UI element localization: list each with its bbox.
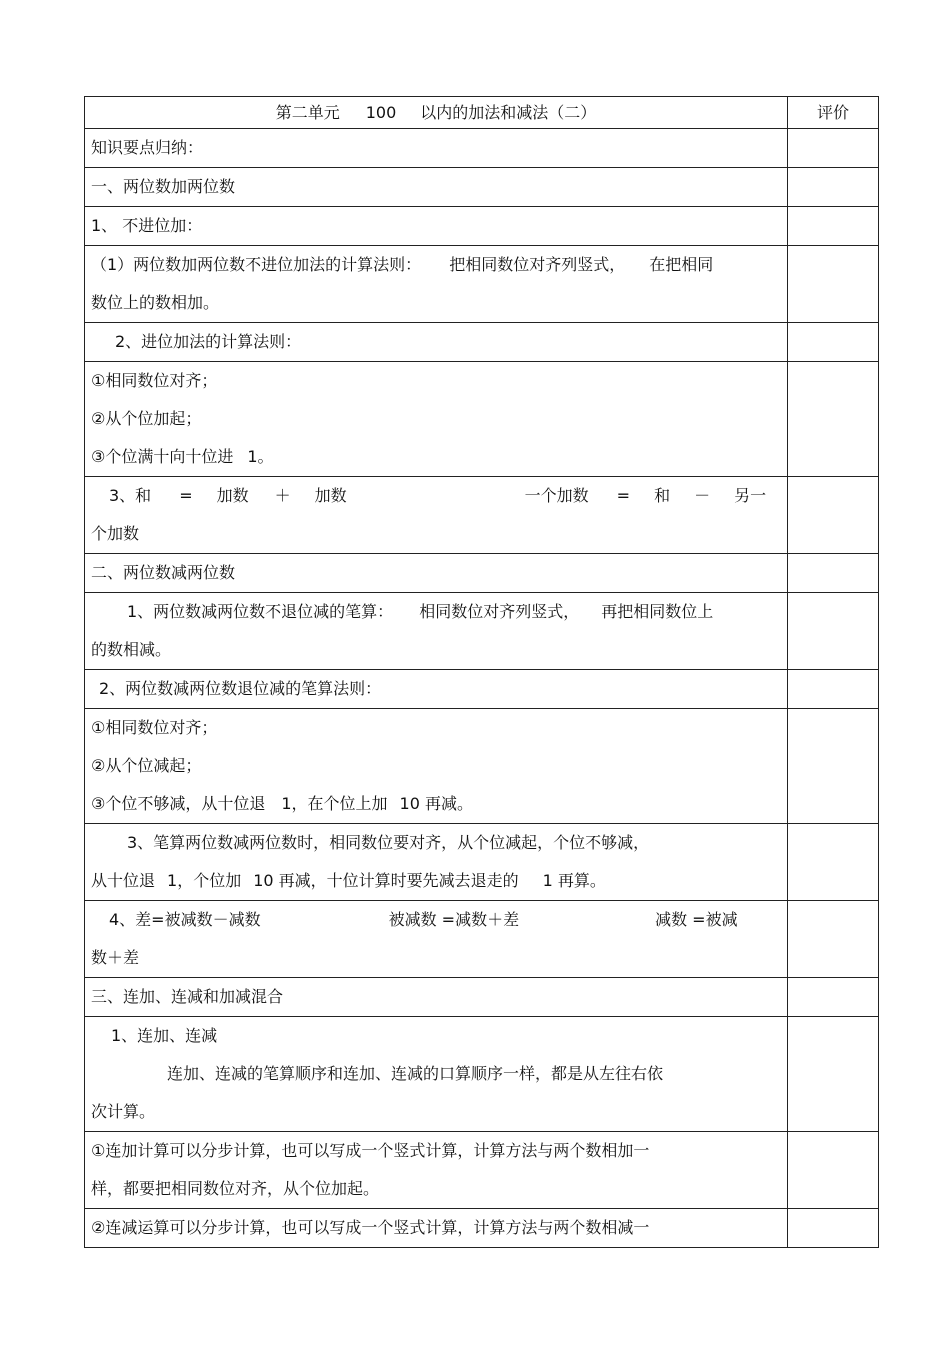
unit-title-part-1: 第二单元 bbox=[275, 103, 340, 122]
borrow-subtraction-steps bbox=[85, 709, 788, 824]
note-line-2-c: 10 再减，十位计算时要先减去退走的 bbox=[253, 871, 519, 890]
step-1: ①相同数位对齐； bbox=[91, 371, 218, 390]
sub-rule-text-1: 1、两位数减两位数不退位减的笔算： bbox=[127, 602, 394, 621]
formula-sum-2: 和 bbox=[654, 486, 671, 505]
formula-sum: 3、和 bbox=[109, 486, 152, 505]
rule-text-1: （1）两位数加两位数不进位加法的计算法则： bbox=[91, 255, 422, 274]
formula-equals-2: = bbox=[616, 486, 631, 505]
subtrahend-formula: 减数 =被减 bbox=[655, 910, 738, 929]
sub-step-3-b: 1，在个位上加 bbox=[281, 794, 388, 813]
sub-rule-text-2: 相同数位对齐列竖式， bbox=[419, 602, 580, 621]
table-row bbox=[85, 129, 879, 168]
no-borrow-subtraction-rule bbox=[85, 593, 788, 670]
formula-one-addend: 一个加数 bbox=[524, 486, 589, 505]
evaluation-cell[interactable] bbox=[788, 554, 879, 593]
table-row bbox=[85, 207, 879, 246]
borrow-subtraction-heading: 2、两位数减两位数退位减的笔算法则： bbox=[85, 670, 788, 709]
evaluation-cell[interactable] bbox=[788, 1209, 879, 1248]
note-line-2-d: 1 再算。 bbox=[542, 871, 606, 890]
evaluation-cell[interactable] bbox=[788, 477, 879, 554]
table-row bbox=[85, 978, 879, 1017]
rule-text-4: 数位上的数相加。 bbox=[91, 293, 220, 312]
knowledge-table-page bbox=[84, 96, 866, 1248]
formula-addend-2: 加数 bbox=[314, 486, 347, 505]
row-knowledge-summary: 知识要点归纳： bbox=[85, 129, 788, 168]
evaluation-cell[interactable] bbox=[788, 129, 879, 168]
evaluation-cell[interactable] bbox=[788, 670, 879, 709]
knowledge-table bbox=[84, 96, 879, 1248]
rule-text-2: 把相同数位对齐列竖式， bbox=[449, 255, 626, 274]
step-3-value: 1。 bbox=[247, 447, 274, 466]
table-row bbox=[85, 1209, 879, 1248]
unit-title-part-2: 以内的加法和减法（二） bbox=[420, 103, 597, 122]
unit-title bbox=[85, 97, 788, 129]
formula-minus: － bbox=[694, 486, 711, 505]
table-row bbox=[85, 824, 879, 901]
evaluation-cell[interactable] bbox=[788, 168, 879, 207]
difference-formula: 4、差=被减数－减数 bbox=[109, 910, 261, 929]
table-row bbox=[85, 323, 879, 362]
sub-step-3: ③个位不够减，从十位退 bbox=[91, 794, 266, 813]
carry-addition-steps bbox=[85, 362, 788, 477]
formula-addend-1: 加数 bbox=[216, 486, 249, 505]
no-carry-addition-rule bbox=[85, 246, 788, 323]
table-row bbox=[85, 670, 879, 709]
formula-other: 另一 bbox=[734, 486, 767, 505]
evaluation-cell[interactable] bbox=[788, 593, 879, 670]
sub-rule-text-3: 再把相同数位上 bbox=[601, 602, 714, 621]
evaluation-cell[interactable] bbox=[788, 207, 879, 246]
formula-equals: = bbox=[179, 486, 193, 505]
evaluation-header: 评价 bbox=[788, 97, 879, 129]
consecutive-rule-end: 次计算。 bbox=[91, 1102, 156, 1121]
step-2: ②从个位加起； bbox=[91, 409, 202, 428]
no-carry-addition-heading: 1、 不进位加： bbox=[85, 207, 788, 246]
rule-text-3: 在把相同 bbox=[649, 255, 714, 274]
table-row bbox=[85, 554, 879, 593]
section-two-heading: 二、两位数减两位数 bbox=[85, 554, 788, 593]
formula-plus: ＋ bbox=[274, 486, 291, 505]
note-line-2-a: 从十位退 bbox=[91, 871, 156, 890]
section-three-heading: 三、连加、连减和加减混合 bbox=[85, 978, 788, 1017]
table-row bbox=[85, 709, 879, 824]
sub-step-3-c: 10 再减。 bbox=[399, 794, 473, 813]
subtrahend-formula-end: 数＋差 bbox=[91, 948, 140, 967]
sub-step-2: ②从个位减起； bbox=[91, 756, 202, 775]
carry-addition-heading: 2、进位加法的计算法则： bbox=[85, 323, 788, 362]
formula-other-addend: 个加数 bbox=[91, 524, 140, 543]
consecutive-heading: 1、连加、连减 bbox=[111, 1026, 218, 1045]
sub-note-line-1: ②连减运算可以分步计算，也可以写成一个竖式计算，计算方法与两个数相减一 bbox=[91, 1218, 650, 1237]
sub-rule-text-4: 的数相减。 bbox=[91, 640, 172, 659]
evaluation-cell[interactable] bbox=[788, 709, 879, 824]
note-line-1: 3、笔算两位数减两位数时，相同数位要对齐，从个位减起，个位不够减， bbox=[127, 833, 650, 852]
table-header-row bbox=[85, 97, 879, 129]
evaluation-cell[interactable] bbox=[788, 1017, 879, 1132]
unit-title-number: 100 bbox=[365, 103, 397, 122]
consecutive-rule: 连加、连减的笔算顺序和连加、连减的口算顺序一样，都是从左往右依 bbox=[167, 1064, 664, 1083]
note-line-2-b: 1，个位加 bbox=[167, 871, 242, 890]
table-row bbox=[85, 362, 879, 477]
table-row bbox=[85, 901, 879, 978]
evaluation-cell[interactable] bbox=[788, 978, 879, 1017]
step-3: ③个位满十向十位进 bbox=[91, 447, 234, 466]
table-row bbox=[85, 1132, 879, 1209]
consecutive-operations bbox=[85, 1017, 788, 1132]
evaluation-cell[interactable] bbox=[788, 824, 879, 901]
evaluation-cell[interactable] bbox=[788, 901, 879, 978]
section-one-heading: 一、两位数加两位数 bbox=[85, 168, 788, 207]
consecutive-subtraction-note bbox=[85, 1209, 788, 1248]
consecutive-addition-note bbox=[85, 1132, 788, 1209]
written-subtraction-note bbox=[85, 824, 788, 901]
table-row bbox=[85, 593, 879, 670]
evaluation-cell[interactable] bbox=[788, 362, 879, 477]
evaluation-cell[interactable] bbox=[788, 1132, 879, 1209]
minuend-formula: 被减数 =减数＋差 bbox=[388, 910, 520, 929]
add-note-line-1: ①连加计算可以分步计算，也可以写成一个竖式计算，计算方法与两个数相加一 bbox=[91, 1141, 650, 1160]
evaluation-cell[interactable] bbox=[788, 323, 879, 362]
subtraction-formula bbox=[85, 901, 788, 978]
sub-step-1: ①相同数位对齐； bbox=[91, 718, 218, 737]
add-note-line-2: 样，都要把相同数位对齐，从个位加起。 bbox=[91, 1179, 380, 1198]
table-row bbox=[85, 477, 879, 554]
table-row bbox=[85, 1017, 879, 1132]
addition-formula bbox=[85, 477, 788, 554]
table-row bbox=[85, 168, 879, 207]
table-row bbox=[85, 246, 879, 323]
evaluation-cell[interactable] bbox=[788, 246, 879, 323]
